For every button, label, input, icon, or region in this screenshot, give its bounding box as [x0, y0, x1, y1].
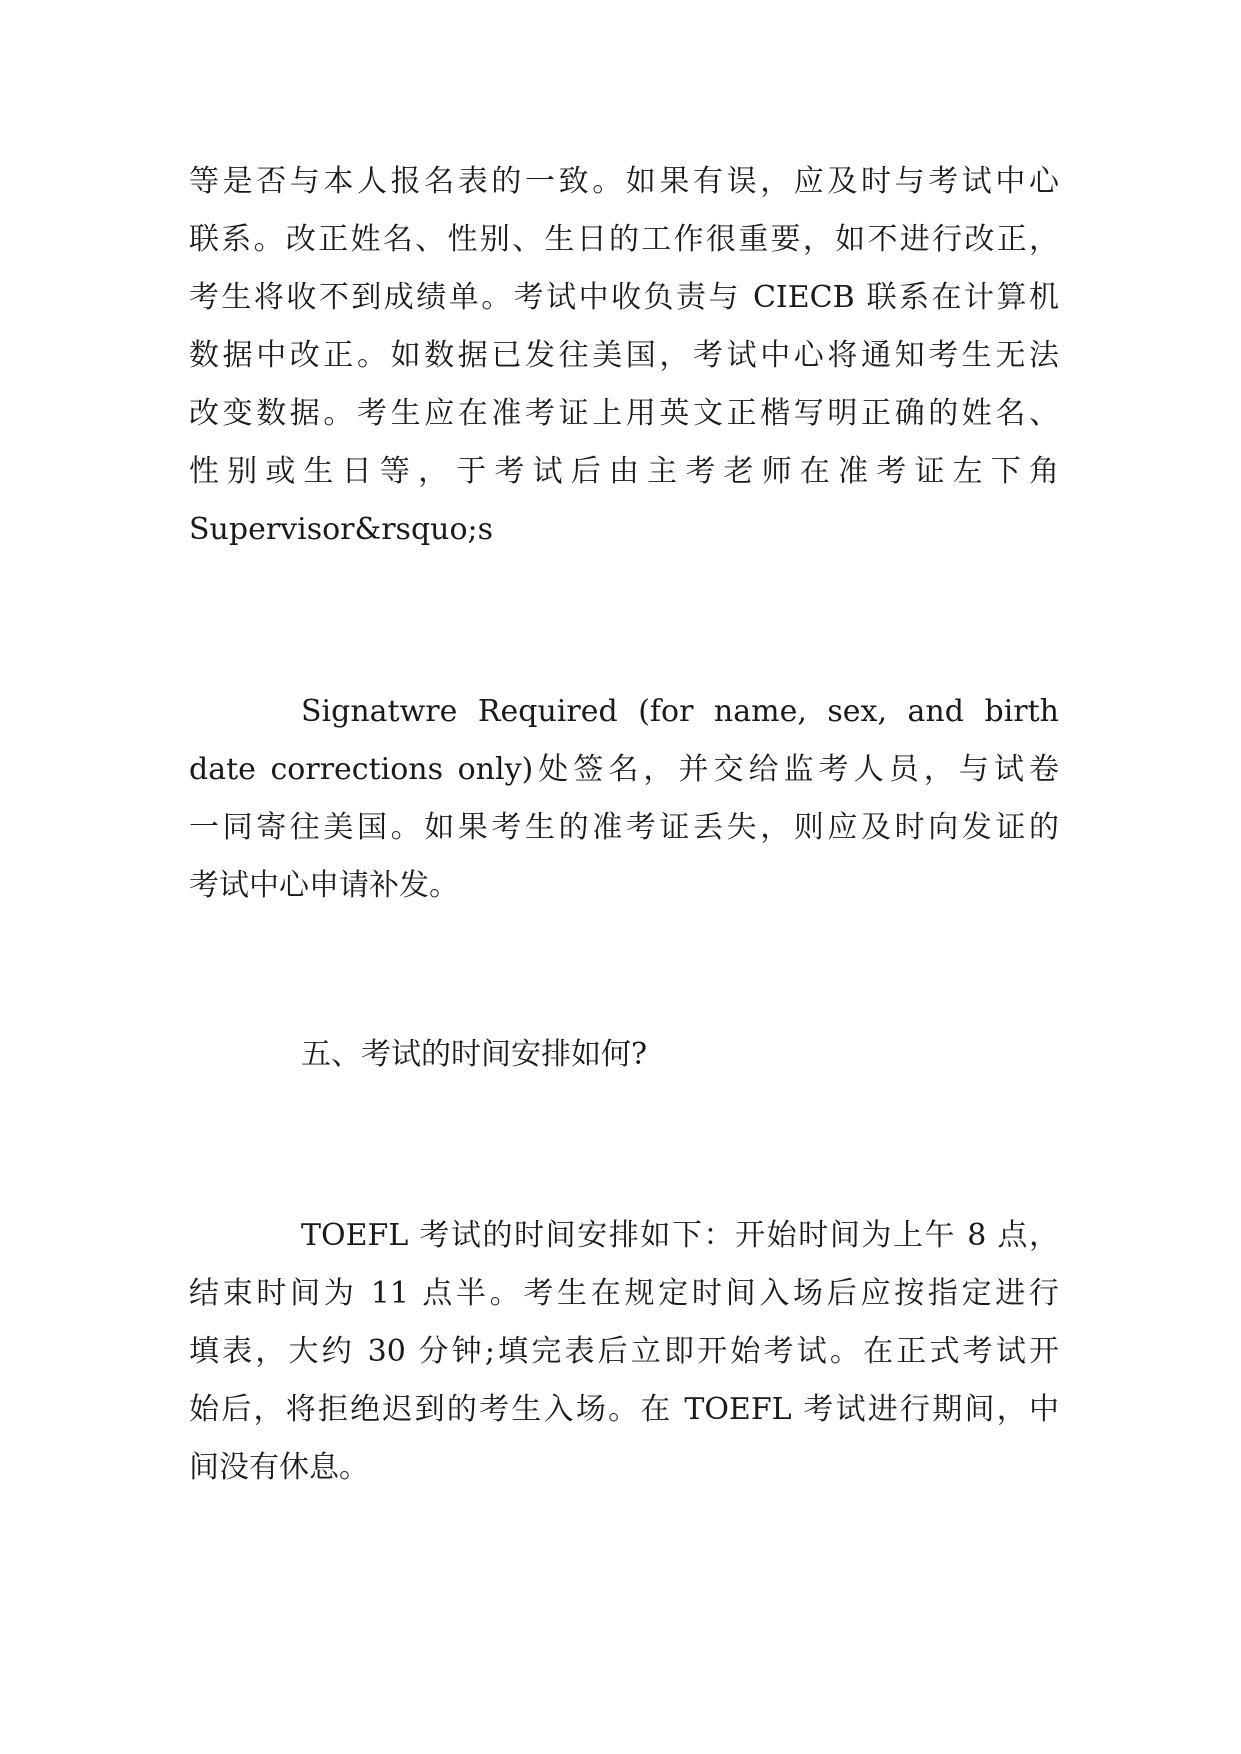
paragraph-2-line-3: 一同寄往美国。如果考生的准考证丢失，则应及时向发证的 — [189, 810, 1059, 845]
paragraph-2-line-4: 考试中心申请补发。 — [189, 868, 459, 903]
paragraph-3-line-3: 填表，大约 30 分钟;填完表后立即开始考试。在正式考试开 — [189, 1334, 1059, 1369]
paragraph-1-line-5: 改变数据。考生应在准考证上用英文正楷写明正确的姓名、 — [189, 396, 1059, 431]
paragraph-1-line-1: 等是否与本人报名表的一致。如果有误，应及时与考试中心 — [189, 164, 1059, 199]
paragraph-2-line-2: date corrections only)处签名，并交给监考人员，与试卷 — [189, 752, 1059, 787]
paragraph-1-line-6: 性别或生日等，于考试后由主考老师在准考证左下角 — [189, 454, 1059, 489]
paragraph-3-line-5: 间没有休息。 — [189, 1450, 369, 1485]
paragraph-1-line-3: 考生将收不到成绩单。考试中收负责与 CIECB 联系在计算机 — [189, 280, 1059, 315]
section-heading: 五、考试的时间安排如何? — [301, 1037, 648, 1072]
paragraph-1-line-7: Supervisor&rsquo;s — [189, 512, 494, 547]
paragraph-3-line-2: 结束时间为 11 点半。考生在规定时间入场后应按指定进行 — [189, 1276, 1059, 1311]
paragraph-3-line-4: 始后，将拒绝迟到的考生入场。在 TOEFL 考试进行期间，中 — [189, 1392, 1059, 1427]
paragraph-2-line-1: Signatwre Required (for name, sex, and birth — [301, 694, 1059, 729]
paragraph-1-line-4: 数据中改正。如数据已发往美国，考试中心将通知考生无法 — [189, 338, 1059, 373]
paragraph-3-line-1: TOEFL 考试的时间安排如下：开始时间为上午 8 点， — [301, 1218, 1059, 1253]
paragraph-1-line-2: 联系。改正姓名、性别、生日的工作很重要，如不进行改正， — [189, 222, 1059, 257]
